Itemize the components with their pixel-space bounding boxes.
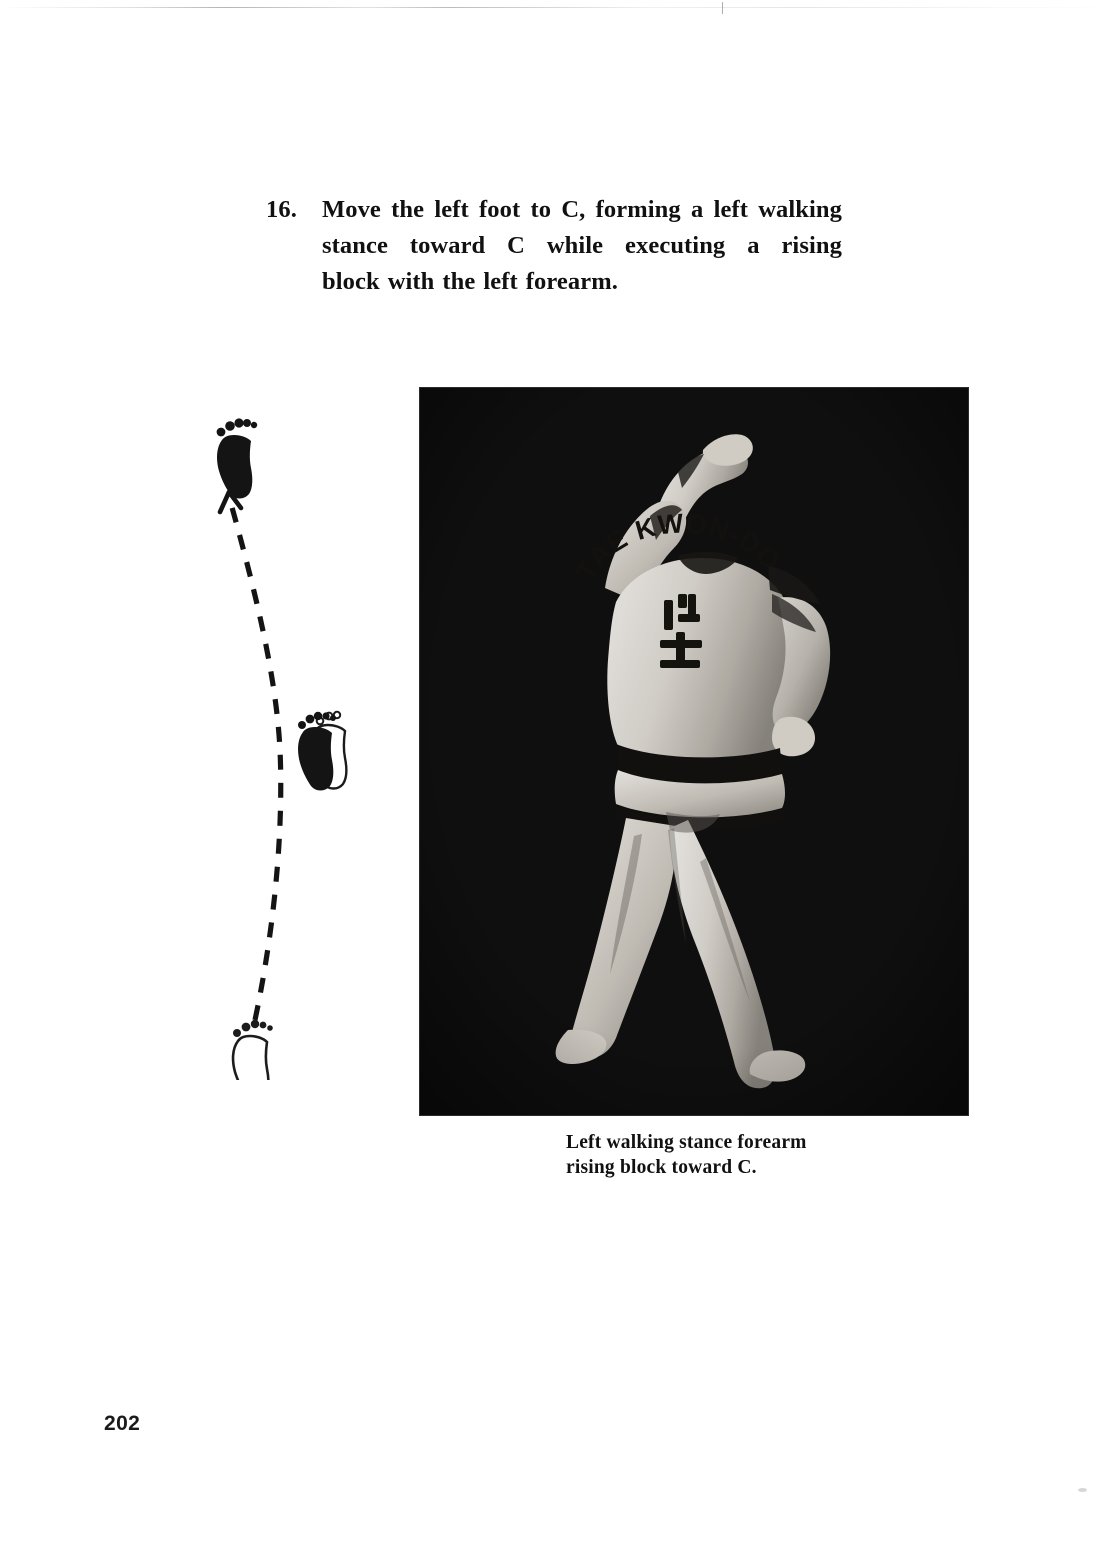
photo-caption: [566, 1130, 966, 1180]
footprint-start: [233, 1020, 273, 1080]
word: foot: [479, 196, 521, 223]
footstep-diagram: [190, 400, 380, 1080]
footprint-destination: [217, 418, 258, 498]
word: the: [442, 268, 476, 295]
word: forming: [595, 196, 681, 223]
footprint-pivot: [298, 712, 346, 791]
word: with: [387, 268, 435, 295]
word: forearm.: [525, 268, 618, 295]
instruction-line-3: [266, 264, 842, 300]
caption-line-1: Left walking stance forearm: [566, 1132, 807, 1153]
word: stance: [322, 232, 388, 259]
instruction-line-1: [266, 192, 842, 228]
word: executing: [625, 232, 726, 259]
word: toward: [409, 232, 486, 259]
word: left: [713, 196, 748, 223]
word: C: [507, 232, 525, 259]
instruction-line-2-words: [322, 228, 842, 264]
instruction-line-3-words: [322, 264, 842, 300]
word: left: [434, 196, 469, 223]
word: C,: [561, 196, 586, 223]
instruction-line-1-words: [322, 192, 842, 228]
movement-path: [230, 500, 281, 1020]
word: block: [322, 268, 380, 295]
rising-block-photo: [420, 388, 968, 1115]
scanner-artifact-tick: [722, 2, 723, 14]
instruction-line-2: [266, 228, 842, 264]
word: a: [747, 232, 760, 259]
word: walking: [758, 196, 842, 223]
instruction-block: [266, 192, 842, 300]
word: Move: [322, 196, 381, 223]
word: left: [483, 268, 518, 295]
word: rising: [781, 232, 842, 259]
step-number: 16.: [266, 196, 297, 223]
word: a: [690, 196, 704, 223]
word: to: [530, 196, 552, 223]
scanner-artifact-speck: [1078, 1488, 1087, 1492]
scanner-artifact-line: [0, 7, 1119, 8]
page-number: 202: [104, 1412, 141, 1435]
word: while: [546, 232, 604, 259]
word: the: [391, 196, 425, 223]
caption-line-2: rising block toward C.: [566, 1157, 757, 1178]
